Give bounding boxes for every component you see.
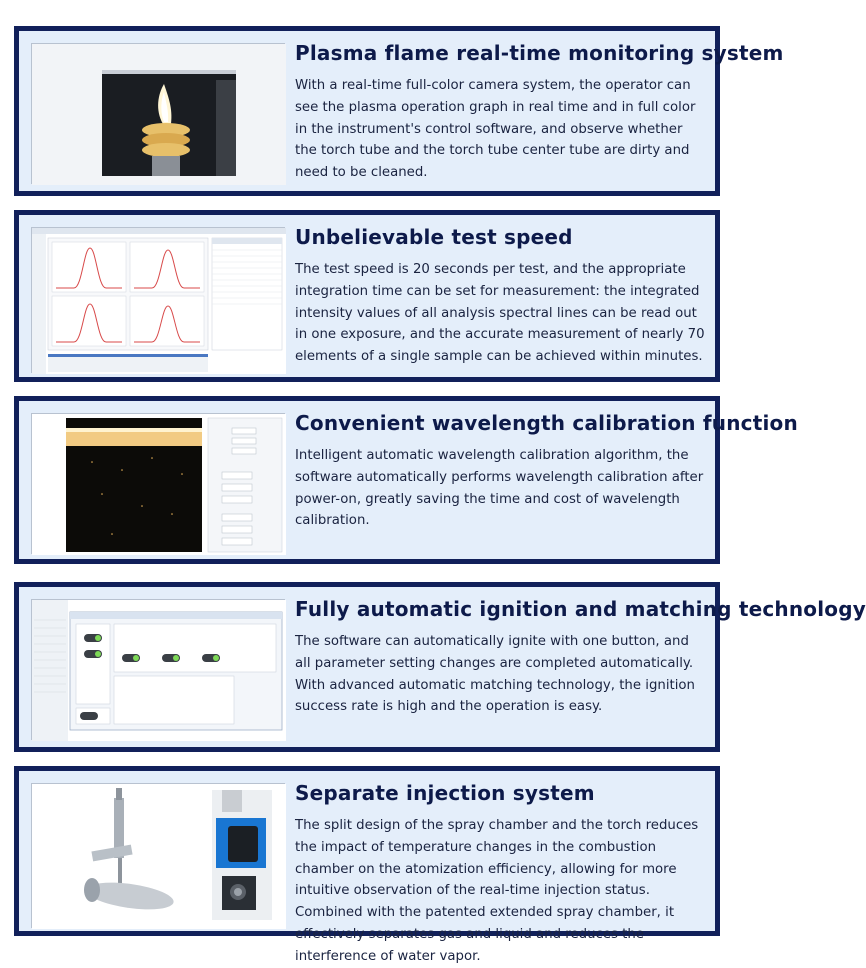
ignition-text	[295, 597, 866, 718]
section-title: Plasma flame real-time monitoring system	[295, 41, 784, 65]
section-description: The test speed is 20 seconds per test, and the appropriate integration time can be set for measurement: the integrated intensity values of all analysis spectral lines can be read out in one exposure, and the accurate measurement of nearly 70 elements of a single sample can be achieved within minutes.	[295, 262, 705, 365]
calibration-text	[295, 411, 798, 532]
section-title: Separate injection system	[295, 781, 595, 805]
section-description: With a real-time full-color camera system, the operator can see the plasma operation graph in real time and in full color in the instrument's control software, and observe whether the torch tube and the torch tube center tube are dirty and need to be cleaned.	[295, 78, 696, 181]
section-title: Convenient wavelength calibration function	[295, 411, 798, 435]
feature-card-injection	[14, 766, 720, 964]
section-title: Fully automatic ignition and matching technology	[295, 597, 866, 621]
feature-card-speed	[14, 210, 720, 382]
speed-text	[295, 225, 707, 368]
section-description: The software can automatically ignite with one button, and all parameter setting changes are completed automatically. With advanced automatic matching technology, the ignition success rate is high and the operation is easy.	[295, 634, 695, 715]
section-description: The split design of the spray chamber and the torch reduces the impact of temperature changes in the combustion chamber on the atomization efficiency, allowing for more intuitive observation of the real-time injection status. Combined with the patented extended spray chamber, it effectively separates gas and liquid and reduces the interference of water vapor.	[295, 818, 699, 964]
ignition-software-image	[31, 599, 285, 740]
feature-card-ignition	[14, 582, 866, 752]
calibration-software-image	[31, 413, 285, 554]
plasma-flame-image	[31, 43, 285, 184]
spectral-software-image	[31, 227, 285, 373]
injection-text	[295, 781, 707, 968]
section-description: Intelligent automatic wavelength calibration algorithm, the software automatically performs wavelength calibration after power-on, greatly saving the time and cost of wavelength calibration.	[295, 448, 704, 529]
feature-card-plasma	[14, 26, 784, 196]
injection-system-image	[31, 783, 285, 928]
plasma-text	[295, 41, 784, 184]
section-title: Unbelievable test speed	[295, 225, 573, 249]
feature-card-calibration	[14, 396, 798, 564]
